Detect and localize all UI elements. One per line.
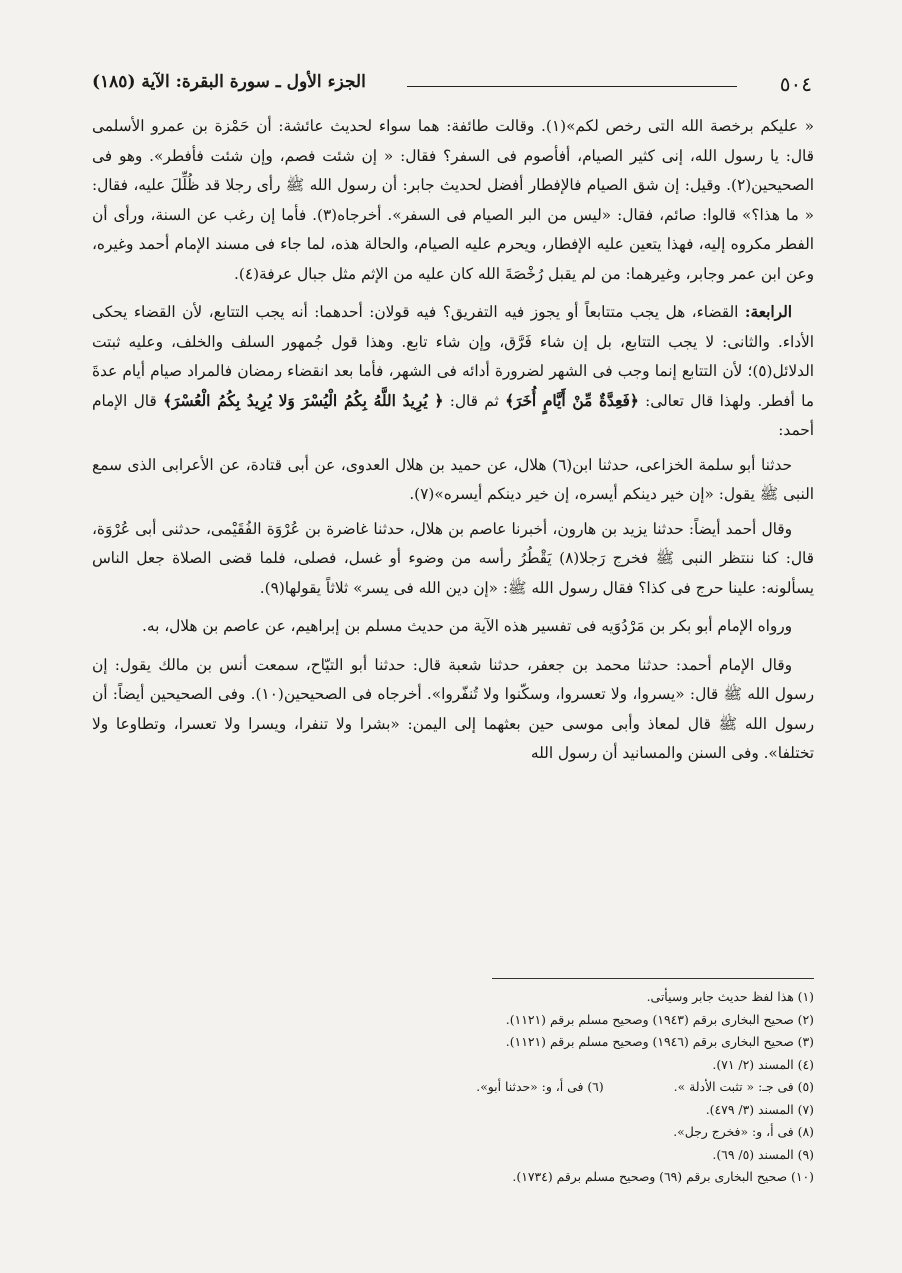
footnote-9: (٩) المسند (٥/ ٦٩). xyxy=(712,1146,814,1162)
header-rule xyxy=(407,86,737,87)
paragraph-3: حدثنا أبو سلمة الخزاعى، حدثنا ابن(٦) هلال، عن حميد بن هلال العدوى، عن أبى قتادة، عن الأعرابى الذى سمع النبى ﷺ يقول: «إن خير دينكم أيسره، إن خير دينكم أيسره»(٧). xyxy=(92,455,814,503)
running-title: الجزء الأول ـ سورة البقرة: الآية (١٨٥) xyxy=(92,72,366,92)
footnote-rule xyxy=(492,978,814,979)
paragraph-2-text-b: ثم قال: xyxy=(443,391,506,410)
section-lead: الرابعة: xyxy=(744,303,792,321)
footnote-row-5-6 xyxy=(92,1076,814,1099)
paragraph-1: « عليكم برخصة الله التى رخص لكم»(١). وقالت طائفة: هما سواء لحديث عائشة: أن حَمْزة بن عمرو الأسلمى قال: يا رسول الله، إنى كثير الصيام، أفأصوم فى السفر؟ فقال: « إن شئت فصم، وإن شئت فأفطر». وهو فى الصحيحين(٢). وقيل: إن شق الصيام فالإفطار أفضل لحديث جابر: أن رسول الله ﷺ رأى رجلا قد ظُلِّلَ عليه، فقال: « ما هذا؟» قالوا: صائم، فقال: «ليس من البر الصيام فى السفر». أخرجاه(٣). فأما إن رغب عن السنة، ورأى أن الفطر مكروه إليه، فهذا يتعين عليه الإفطار، ويحرم عليه الصيام، والحالة هذه، لما جاء فى مسند الإمام أحمد وغيره، وعن ابن عمر وجابر، وغيرهما: من لم يقبل رُخْصَةَ الله كان عليه من الإثم مثل جبال عرفة(٤). xyxy=(92,117,814,283)
footnote-10: (١٠) صحيح البخارى برقم (٦٩) وصحيح مسلم برقم (١٧٣٤). xyxy=(512,1169,814,1184)
page-header xyxy=(92,72,812,100)
quran-verse-2: ﴿ يُرِيدُ اللَّهُ بِكُمُ الْيُسْرَ وَلا يُرِيدُ بِكُمُ الْعُسْرَ﴾ xyxy=(163,391,444,410)
footnote-5: (٥) فى جـ: « تثبت الأدلة ». xyxy=(673,1079,814,1094)
footnote-4: (٤) المسند (٢/ ٧١). xyxy=(712,1056,814,1072)
paragraph-5: ورواه الإمام أبو بكر بن مَرْدُوَيه فى تفسير هذه الآية من حديث مسلم بن إبراهيم، عن عاصم بن هلال، به. xyxy=(142,617,792,635)
paragraph-2-text-c: قال الإمام أحمد: xyxy=(92,391,814,439)
footnotes xyxy=(92,986,814,1189)
paragraph-2-text-a: القضاء، هل يجب متتابعاً أو يجوز فيه التفريق؟ فيه قولان: أحدهما: أنه يجب التتابع، لأن القضاء يحكى الأداء. والثانى: لا يجب التتابع، بل إن شاء فَرَّق، وإن شاء تابع. وهذا قول جُمهور السلف والخلف، وعليه ثبتت الدلائل(٥)؛ لأن التتابع إنما وجب فى الشهر لضرورة أدائه فى الشهر، فأما بعد انقضاء رمضان فالمراد صيام أيام عدةَ ما أفطر. ولهذا قال تعالى: xyxy=(92,303,814,410)
quran-verse-1: ﴿فَعِدَّةٌ مِّنْ أَيَّامٍ أُخَرَ﴾ xyxy=(505,391,639,410)
footnote-3: (٣) صحيح البخارى برقم (١٩٤٦) وصحيح مسلم برقم (١١٢١). xyxy=(505,1034,814,1049)
footnote-1: (١) هذا لفظ حديث جابر وسيأتى. xyxy=(646,989,814,1004)
page-number: ٥٠٤ xyxy=(779,72,812,96)
footnote-6: (٦) فى أ، و: «حدثنا أبو». xyxy=(476,1079,604,1094)
paragraph-2 xyxy=(92,298,814,446)
footnote-2: (٢) صحيح البخارى برقم (١٩٤٣) وصحيح مسلم برقم (١١٢١). xyxy=(505,1011,814,1027)
footnote-8: (٨) فى أ، و: «فخرج رجل». xyxy=(673,1124,814,1139)
footnote-7: (٧) المسند (٣/ ٤٧٩). xyxy=(705,1101,814,1117)
paragraph-4: وقال أحمد أيضاً: حدثنا يزيد بن هارون، أخبرنا عاصم بن هلال، حدثنا غاضرة بن عُرْوَة الفُقَيْمى، حدثنى أبى عُرْوَة، قال: كنا ننتظر النبى ﷺ فخرج رَجلا(٨) يَقْطُرُ رأسه من وضوء أو غسل، فصلى، فلما قضى الصلاة جعل الناس يسألونه: علينا حرج فى كذا؟ فقال رسول الله ﷺ: «إن دين الله فى يسر» ثلاثاً يقولها(٩). xyxy=(92,519,814,597)
paragraph-6: وقال الإمام أحمد: حدثنا محمد بن جعفر، حدثنا شعبة قال: حدثنا أبو التيّاح، سمعت أنس بن مالك يقول: إن رسول الله ﷺ قال: «يسروا، ولا تعسروا، وسكّنوا ولا تُنفّروا». أخرجاه فى الصحيحين(١٠). وفى الصحيحين أيضاً: أن رسول الله ﷺ قال لمعاذ وأبى موسى حين بعثهما إلى اليمن: «بشرا ولا تنفرا، ويسرا ولا تعسرا، وتطاوعا ولا تختلفا». وفى السنن والمسانيد أن رسول الله xyxy=(92,655,814,762)
main-text xyxy=(92,112,814,769)
